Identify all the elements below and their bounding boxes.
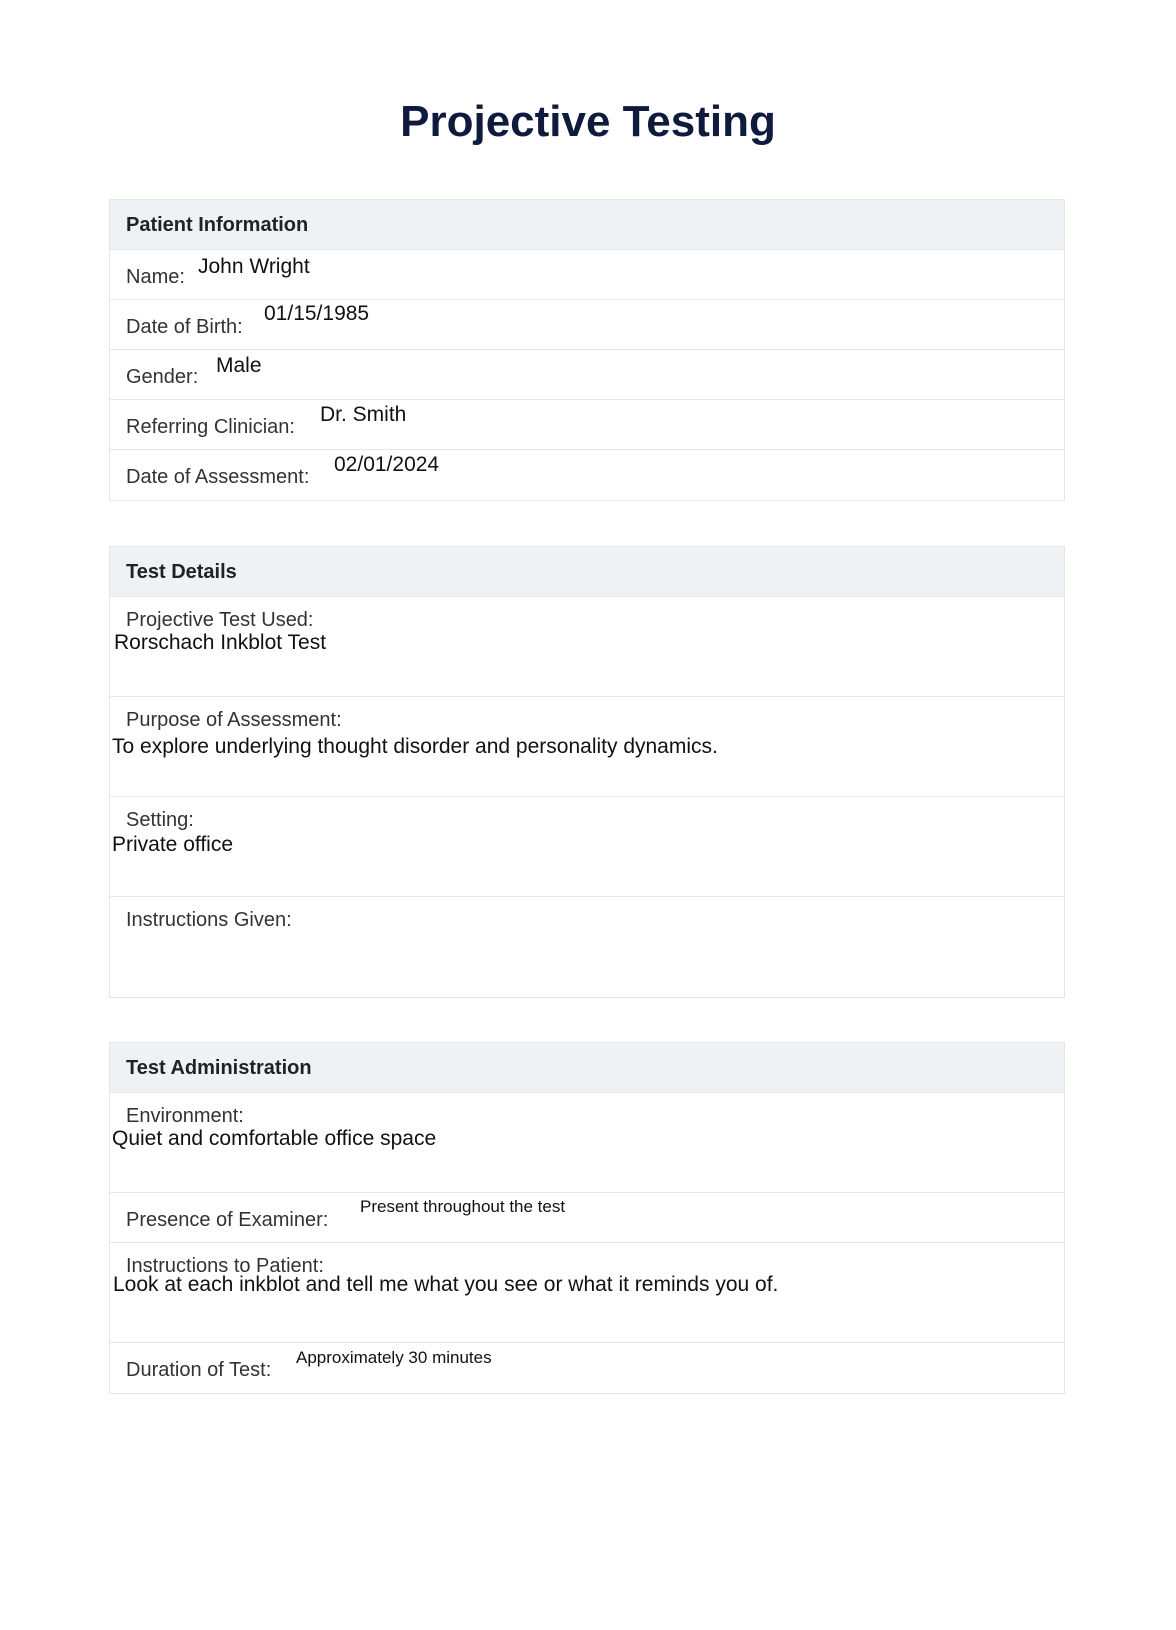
- test-administration-section: [109, 1042, 1065, 1394]
- section-heading: Patient Information: [110, 200, 1064, 250]
- instructions-given-label: Instructions Given:: [126, 909, 292, 931]
- patient-instructions-row: [110, 1243, 1064, 1343]
- test-used-label: Projective Test Used:: [126, 609, 314, 631]
- clinician-row: [110, 400, 1064, 450]
- page-title: Projective Testing: [400, 97, 776, 146]
- examiner-value[interactable]: Present throughout the test: [360, 1197, 566, 1216]
- gender-row: [110, 350, 1064, 400]
- examiner-row: [110, 1193, 1064, 1243]
- test-used-row: [110, 597, 1064, 697]
- instructions-given-row: [110, 897, 1064, 997]
- purpose-row: [110, 697, 1064, 797]
- patient-information-section: [109, 199, 1065, 501]
- section-heading: Test Details: [110, 547, 1064, 597]
- gender-label: Gender:: [126, 366, 199, 388]
- section-heading: Test Administration: [110, 1043, 1064, 1093]
- environment-row: [110, 1093, 1064, 1193]
- name-label: Name:: [126, 266, 185, 288]
- name-value[interactable]: John Wright: [198, 255, 310, 278]
- setting-value[interactable]: Private office: [112, 833, 234, 856]
- test-details-section: [109, 546, 1065, 998]
- dob-value[interactable]: 01/15/1985: [264, 302, 370, 325]
- assessment-date-row: [110, 450, 1064, 500]
- duration-value[interactable]: Approximately 30 minutes: [296, 1348, 492, 1367]
- examiner-label: Presence of Examiner:: [126, 1209, 329, 1231]
- patient-instructions-value[interactable]: Look at each inkblot and tell me what you see or what it reminds you of.: [113, 1273, 779, 1296]
- gender-value[interactable]: Male: [216, 354, 262, 377]
- assessment-date-label: Date of Assessment:: [126, 466, 310, 488]
- duration-row: [110, 1343, 1064, 1393]
- environment-label: Environment:: [126, 1105, 244, 1127]
- name-row: [110, 250, 1064, 300]
- setting-row: [110, 797, 1064, 897]
- purpose-value[interactable]: To explore underlying thought disorder and personality dynamics.: [112, 735, 718, 758]
- test-used-value[interactable]: Rorschach Inkblot Test: [114, 631, 327, 654]
- clinician-label: Referring Clinician:: [126, 416, 295, 438]
- assessment-date-value[interactable]: 02/01/2024: [334, 453, 440, 476]
- dob-row: [110, 300, 1064, 350]
- purpose-label: Purpose of Assessment:: [126, 709, 342, 731]
- setting-label: Setting:: [126, 809, 194, 831]
- dob-label: Date of Birth:: [126, 316, 243, 338]
- duration-label: Duration of Test:: [126, 1359, 272, 1381]
- clinician-value[interactable]: Dr. Smith: [320, 403, 407, 426]
- patient-instructions-label: Instructions to Patient:: [126, 1255, 324, 1277]
- environment-value[interactable]: Quiet and comfortable office space: [112, 1127, 437, 1150]
